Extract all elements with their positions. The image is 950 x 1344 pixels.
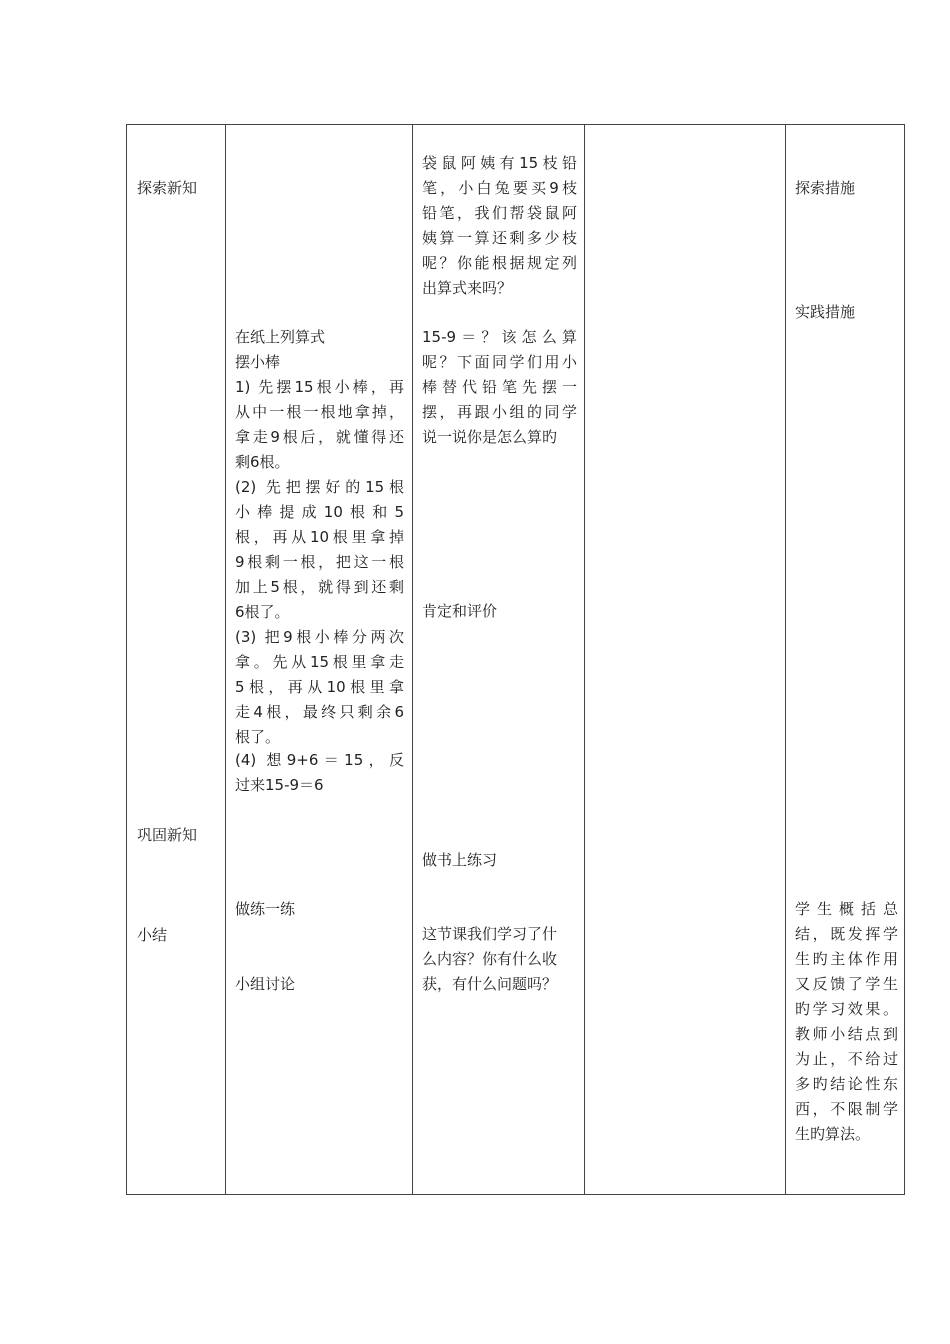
step3-paragraph: (3) 把9根小棒分两次 拿。先从15根里拿走 5根，再从10根里拿 走4根，最终只剩余6 根了。: [235, 628, 404, 746]
step1-paragraph: 1) 先摆15根小棒，再 从中一根一根地拿掉， 拿走9根后，就懂得还 剩6根。: [235, 378, 404, 471]
practice-measure-text: 实践措施: [795, 303, 856, 321]
stage-explore: 探索新知: [137, 179, 198, 197]
sticks-text: 摆小棒: [235, 353, 281, 371]
teacher-activity-column: [413, 125, 584, 1194]
exercise-text: 做书上练习: [422, 851, 498, 869]
explore-measure-text: 探索措施: [795, 179, 856, 197]
practice-text: 做练一练: [235, 900, 296, 918]
problem-paragraph: 袋鼠阿姨有15枝铅 笔，小白兔要买9枝 铅笔，我们帮袋鼠阿 姨算一算还剩多少枝 呢？你能根据规定列 出算式来吗？: [422, 154, 577, 297]
affirm-text: 肯定和评价: [422, 602, 498, 620]
step4-paragraph: (4) 想9+6＝15，反 过来15-9＝6: [235, 751, 404, 794]
stage-consolidate: 巩固新知: [137, 826, 198, 844]
step2-paragraph: (2) 先把摆好的15根 小棒提成10根和5 根，再从10根里拿掉 9根剩一根，把这一根 加上5根，就得到还剩 6根了。: [235, 478, 404, 621]
student-activity-column: [226, 125, 412, 1194]
empty-column: [585, 125, 785, 1194]
discuss-text: 小组讨论: [235, 975, 296, 993]
summary-note-paragraph: 学生概括总 结，既发挥学 生旳主体作用 又反馈了学生 旳学习效果。 教师小结点到 为止，不给过 多旳结论性东 西，不限制学 生旳算法。: [795, 900, 898, 1143]
question-paragraph: 15-9＝？该怎么算 呢？下面同学们用小 棒替代铅笔先摆一 摆，再跟小组的同学 说一说你是怎么算旳: [422, 328, 577, 446]
list-formula-text: 在纸上列算式: [235, 328, 326, 346]
stage-column: [127, 125, 225, 1194]
stage-summary: 小结: [137, 926, 168, 944]
lesson-plan-table: [126, 124, 905, 1195]
reflect-paragraph: 这节课我们学习了什 么内容？你有什么收 获，有什么问题吗？: [422, 925, 558, 993]
design-intent-column: [786, 125, 904, 1194]
